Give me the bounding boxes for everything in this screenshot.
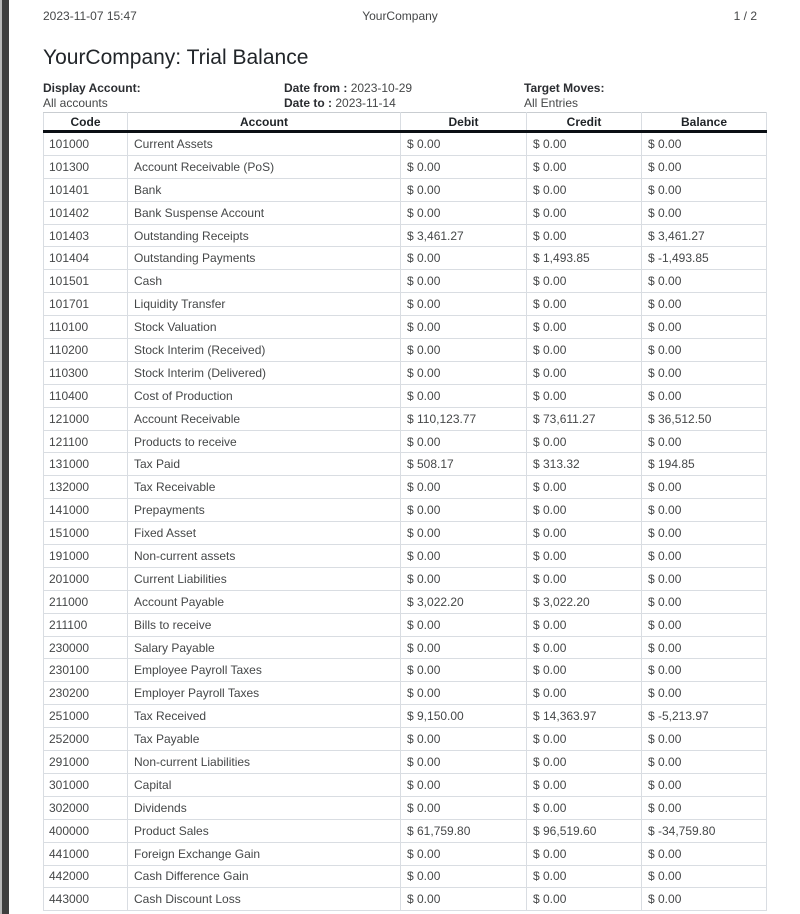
cell-balance: $ 0.00 xyxy=(642,796,767,819)
filter-date-from-value: 2023-10-29 xyxy=(350,81,413,95)
cell-code: 291000 xyxy=(44,751,128,774)
table-row xyxy=(44,613,767,636)
cell-credit: $ 0.00 xyxy=(527,293,642,316)
cell-account: Dividends xyxy=(128,796,401,819)
column-header-account: Account xyxy=(128,113,401,132)
table-row xyxy=(44,659,767,682)
cell-account: Current Assets xyxy=(128,132,401,156)
table-row xyxy=(44,751,767,774)
cell-credit: $ 0.00 xyxy=(527,178,642,201)
cell-balance: $ 0.00 xyxy=(642,659,767,682)
cell-credit: $ 0.00 xyxy=(527,155,642,178)
cell-account: Tax Received xyxy=(128,705,401,728)
report-page xyxy=(43,0,766,911)
cell-code: 101000 xyxy=(44,132,128,156)
cell-account: Non-current assets xyxy=(128,545,401,568)
cell-credit: $ 0.00 xyxy=(527,728,642,751)
filter-date-to-value: 2023-11-14 xyxy=(335,96,396,110)
table-row xyxy=(44,705,767,728)
cell-debit: $ 0.00 xyxy=(401,728,527,751)
cell-code: 301000 xyxy=(44,773,128,796)
cell-credit: $ 0.00 xyxy=(527,316,642,339)
cell-credit: $ 0.00 xyxy=(527,659,642,682)
table-row xyxy=(44,407,767,430)
column-header-debit: Debit xyxy=(401,113,527,132)
cell-debit: $ 0.00 xyxy=(401,659,527,682)
cell-code: 251000 xyxy=(44,705,128,728)
cell-debit: $ 3,461.27 xyxy=(401,224,527,247)
table-row xyxy=(44,819,767,842)
filter-date-to-label: Date to : xyxy=(284,96,332,110)
cell-balance: $ 0.00 xyxy=(642,384,767,407)
cell-balance: $ 0.00 xyxy=(642,773,767,796)
cell-code: 110300 xyxy=(44,361,128,384)
table-row xyxy=(44,384,767,407)
table-row xyxy=(44,590,767,613)
cell-code: 442000 xyxy=(44,865,128,888)
cell-balance: $ 0.00 xyxy=(642,132,767,156)
column-header-credit: Credit xyxy=(527,113,642,132)
cell-account: Employer Payroll Taxes xyxy=(128,682,401,705)
cell-balance: $ 0.00 xyxy=(642,751,767,774)
cell-debit: $ 0.00 xyxy=(401,384,527,407)
cell-account: Current Liabilities xyxy=(128,567,401,590)
report-timestamp: 2023-11-07 15:47 xyxy=(43,9,137,23)
cell-code: 101300 xyxy=(44,155,128,178)
cell-balance: $ 36,512.50 xyxy=(642,407,767,430)
cell-account: Cost of Production xyxy=(128,384,401,407)
table-row xyxy=(44,293,767,316)
cell-account: Cash xyxy=(128,270,401,293)
cell-code: 110200 xyxy=(44,339,128,362)
cell-debit: $ 0.00 xyxy=(401,476,527,499)
cell-account: Fixed Asset xyxy=(128,522,401,545)
column-header-code: Code xyxy=(44,113,128,132)
cell-account: Stock Interim (Delivered) xyxy=(128,361,401,384)
cell-account: Bills to receive xyxy=(128,613,401,636)
cell-credit: $ 0.00 xyxy=(527,384,642,407)
table-row xyxy=(44,499,767,522)
table-row xyxy=(44,888,767,911)
cell-code: 101402 xyxy=(44,201,128,224)
cell-credit: $ 0.00 xyxy=(527,773,642,796)
table-header-row xyxy=(44,113,767,132)
cell-balance: $ 0.00 xyxy=(642,613,767,636)
cell-debit: $ 0.00 xyxy=(401,499,527,522)
cell-credit: $ 0.00 xyxy=(527,751,642,774)
cell-code: 201000 xyxy=(44,567,128,590)
cell-debit: $ 0.00 xyxy=(401,270,527,293)
cell-credit: $ 0.00 xyxy=(527,339,642,362)
table-header xyxy=(44,113,767,132)
cell-debit: $ 0.00 xyxy=(401,178,527,201)
table-row xyxy=(44,132,767,156)
table-row xyxy=(44,842,767,865)
report-page-indicator: 1 / 2 xyxy=(733,9,757,23)
cell-code: 230000 xyxy=(44,636,128,659)
report-filters xyxy=(43,81,766,112)
cell-balance: $ 0.00 xyxy=(642,682,767,705)
cell-account: Account Payable xyxy=(128,590,401,613)
cell-credit: $ 73,611.27 xyxy=(527,407,642,430)
cell-account: Cash Discount Loss xyxy=(128,888,401,911)
cell-balance: $ 0.00 xyxy=(642,201,767,224)
cell-debit: $ 0.00 xyxy=(401,522,527,545)
cell-debit: $ 3,022.20 xyxy=(401,590,527,613)
cell-debit: $ 0.00 xyxy=(401,132,527,156)
cell-credit: $ 0.00 xyxy=(527,132,642,156)
cell-account: Tax Paid xyxy=(128,453,401,476)
cell-balance: $ 0.00 xyxy=(642,590,767,613)
table-row xyxy=(44,636,767,659)
table-row xyxy=(44,682,767,705)
cell-debit: $ 0.00 xyxy=(401,293,527,316)
cell-balance: $ 0.00 xyxy=(642,339,767,362)
cell-code: 121100 xyxy=(44,430,128,453)
cell-debit: $ 0.00 xyxy=(401,888,527,911)
cell-code: 110400 xyxy=(44,384,128,407)
cell-credit: $ 0.00 xyxy=(527,476,642,499)
cell-code: 400000 xyxy=(44,819,128,842)
viewer-edge-strip xyxy=(0,0,9,914)
cell-credit: $ 0.00 xyxy=(527,499,642,522)
cell-credit: $ 0.00 xyxy=(527,270,642,293)
cell-credit: $ 0.00 xyxy=(527,545,642,568)
table-row xyxy=(44,155,767,178)
cell-debit: $ 0.00 xyxy=(401,545,527,568)
cell-account: Bank Suspense Account xyxy=(128,201,401,224)
cell-debit: $ 0.00 xyxy=(401,613,527,636)
filter-target-moves-label: Target Moves: xyxy=(524,81,605,95)
cell-code: 101501 xyxy=(44,270,128,293)
cell-credit: $ 313.32 xyxy=(527,453,642,476)
cell-account: Account Receivable xyxy=(128,407,401,430)
cell-code: 441000 xyxy=(44,842,128,865)
cell-debit: $ 508.17 xyxy=(401,453,527,476)
column-header-balance: Balance xyxy=(642,113,767,132)
cell-code: 141000 xyxy=(44,499,128,522)
filter-target-moves xyxy=(524,81,604,111)
filter-date-from-label: Date from : xyxy=(284,81,348,95)
table-row xyxy=(44,796,767,819)
cell-credit: $ 14,363.97 xyxy=(527,705,642,728)
table-row xyxy=(44,567,767,590)
table-row xyxy=(44,430,767,453)
cell-credit: $ 0.00 xyxy=(527,430,642,453)
cell-account: Outstanding Payments xyxy=(128,247,401,270)
table-row xyxy=(44,453,767,476)
cell-account: Non-current Liabilities xyxy=(128,751,401,774)
cell-balance: $ 0.00 xyxy=(642,178,767,201)
cell-credit: $ 96,519.60 xyxy=(527,819,642,842)
cell-code: 191000 xyxy=(44,545,128,568)
table-row xyxy=(44,316,767,339)
table-row xyxy=(44,339,767,362)
cell-credit: $ 3,022.20 xyxy=(527,590,642,613)
cell-balance: $ -1,493.85 xyxy=(642,247,767,270)
table-row xyxy=(44,545,767,568)
cell-credit: $ 0.00 xyxy=(527,522,642,545)
cell-debit: $ 0.00 xyxy=(401,155,527,178)
cell-account: Account Receivable (PoS) xyxy=(128,155,401,178)
cell-balance: $ 0.00 xyxy=(642,155,767,178)
filter-display-account-value: All accounts xyxy=(43,96,108,110)
cell-account: Outstanding Receipts xyxy=(128,224,401,247)
cell-debit: $ 0.00 xyxy=(401,247,527,270)
cell-code: 101403 xyxy=(44,224,128,247)
cell-code: 121000 xyxy=(44,407,128,430)
cell-debit: $ 0.00 xyxy=(401,567,527,590)
filter-dates xyxy=(284,81,412,111)
table-body xyxy=(44,132,767,911)
cell-code: 110100 xyxy=(44,316,128,339)
cell-account: Products to receive xyxy=(128,430,401,453)
cell-account: Foreign Exchange Gain xyxy=(128,842,401,865)
cell-balance: $ -5,213.97 xyxy=(642,705,767,728)
cell-debit: $ 0.00 xyxy=(401,773,527,796)
cell-account: Stock Interim (Received) xyxy=(128,339,401,362)
page-title: YourCompany: Trial Balance xyxy=(43,46,309,69)
cell-credit: $ 0.00 xyxy=(527,361,642,384)
cell-balance: $ 0.00 xyxy=(642,567,767,590)
cell-debit: $ 0.00 xyxy=(401,796,527,819)
cell-account: Product Sales xyxy=(128,819,401,842)
table-row xyxy=(44,270,767,293)
filter-date-to xyxy=(284,96,412,111)
table-row xyxy=(44,247,767,270)
table-row xyxy=(44,728,767,751)
cell-code: 101701 xyxy=(44,293,128,316)
table-row xyxy=(44,178,767,201)
cell-balance: $ 0.00 xyxy=(642,270,767,293)
cell-account: Liquidity Transfer xyxy=(128,293,401,316)
cell-account: Capital xyxy=(128,773,401,796)
cell-debit: $ 110,123.77 xyxy=(401,407,527,430)
cell-credit: $ 0.00 xyxy=(527,201,642,224)
cell-credit: $ 0.00 xyxy=(527,796,642,819)
cell-code: 252000 xyxy=(44,728,128,751)
filter-display-account xyxy=(43,81,141,111)
table-row xyxy=(44,361,767,384)
cell-code: 443000 xyxy=(44,888,128,911)
cell-code: 101404 xyxy=(44,247,128,270)
cell-credit: $ 0.00 xyxy=(527,682,642,705)
cell-account: Cash Difference Gain xyxy=(128,865,401,888)
cell-balance: $ 0.00 xyxy=(642,361,767,384)
filter-date-from xyxy=(284,81,412,96)
cell-code: 211100 xyxy=(44,613,128,636)
cell-credit: $ 0.00 xyxy=(527,567,642,590)
cell-debit: $ 0.00 xyxy=(401,430,527,453)
filter-display-account-label: Display Account: xyxy=(43,81,141,95)
filter-target-moves-value: All Entries xyxy=(524,96,579,110)
cell-balance: $ 0.00 xyxy=(642,888,767,911)
cell-balance: $ -34,759.80 xyxy=(642,819,767,842)
cell-balance: $ 0.00 xyxy=(642,293,767,316)
table-row xyxy=(44,773,767,796)
cell-credit: $ 0.00 xyxy=(527,224,642,247)
cell-balance: $ 0.00 xyxy=(642,499,767,522)
cell-balance: $ 0.00 xyxy=(642,522,767,545)
cell-balance: $ 0.00 xyxy=(642,728,767,751)
cell-account: Employee Payroll Taxes xyxy=(128,659,401,682)
cell-credit: $ 1,493.85 xyxy=(527,247,642,270)
cell-balance: $ 0.00 xyxy=(642,865,767,888)
cell-credit: $ 0.00 xyxy=(527,842,642,865)
cell-credit: $ 0.00 xyxy=(527,613,642,636)
cell-account: Salary Payable xyxy=(128,636,401,659)
cell-account: Tax Receivable xyxy=(128,476,401,499)
table-row xyxy=(44,224,767,247)
cell-debit: $ 0.00 xyxy=(401,316,527,339)
cell-balance: $ 0.00 xyxy=(642,430,767,453)
cell-account: Stock Valuation xyxy=(128,316,401,339)
cell-account: Prepayments xyxy=(128,499,401,522)
cell-debit: $ 0.00 xyxy=(401,636,527,659)
cell-balance: $ 0.00 xyxy=(642,476,767,499)
cell-debit: $ 61,759.80 xyxy=(401,819,527,842)
cell-code: 132000 xyxy=(44,476,128,499)
cell-balance: $ 0.00 xyxy=(642,636,767,659)
cell-debit: $ 0.00 xyxy=(401,361,527,384)
table-row xyxy=(44,201,767,224)
cell-debit: $ 0.00 xyxy=(401,751,527,774)
table-row xyxy=(44,865,767,888)
cell-credit: $ 0.00 xyxy=(527,636,642,659)
cell-balance: $ 194.85 xyxy=(642,453,767,476)
cell-debit: $ 0.00 xyxy=(401,842,527,865)
cell-code: 211000 xyxy=(44,590,128,613)
cell-credit: $ 0.00 xyxy=(527,888,642,911)
cell-balance: $ 0.00 xyxy=(642,842,767,865)
cell-code: 230100 xyxy=(44,659,128,682)
report-page-header xyxy=(43,0,766,23)
cell-code: 101401 xyxy=(44,178,128,201)
cell-debit: $ 0.00 xyxy=(401,201,527,224)
cell-debit: $ 0.00 xyxy=(401,682,527,705)
trial-balance-table xyxy=(43,112,767,911)
cell-code: 302000 xyxy=(44,796,128,819)
cell-debit: $ 0.00 xyxy=(401,339,527,362)
cell-code: 131000 xyxy=(44,453,128,476)
table-row xyxy=(44,476,767,499)
report-company-name: YourCompany xyxy=(362,9,438,23)
cell-account: Tax Payable xyxy=(128,728,401,751)
cell-balance: $ 0.00 xyxy=(642,316,767,339)
cell-account: Bank xyxy=(128,178,401,201)
cell-code: 230200 xyxy=(44,682,128,705)
cell-credit: $ 0.00 xyxy=(527,865,642,888)
cell-balance: $ 3,461.27 xyxy=(642,224,767,247)
cell-balance: $ 0.00 xyxy=(642,545,767,568)
cell-debit: $ 9,150.00 xyxy=(401,705,527,728)
table-row xyxy=(44,522,767,545)
cell-code: 151000 xyxy=(44,522,128,545)
cell-debit: $ 0.00 xyxy=(401,865,527,888)
